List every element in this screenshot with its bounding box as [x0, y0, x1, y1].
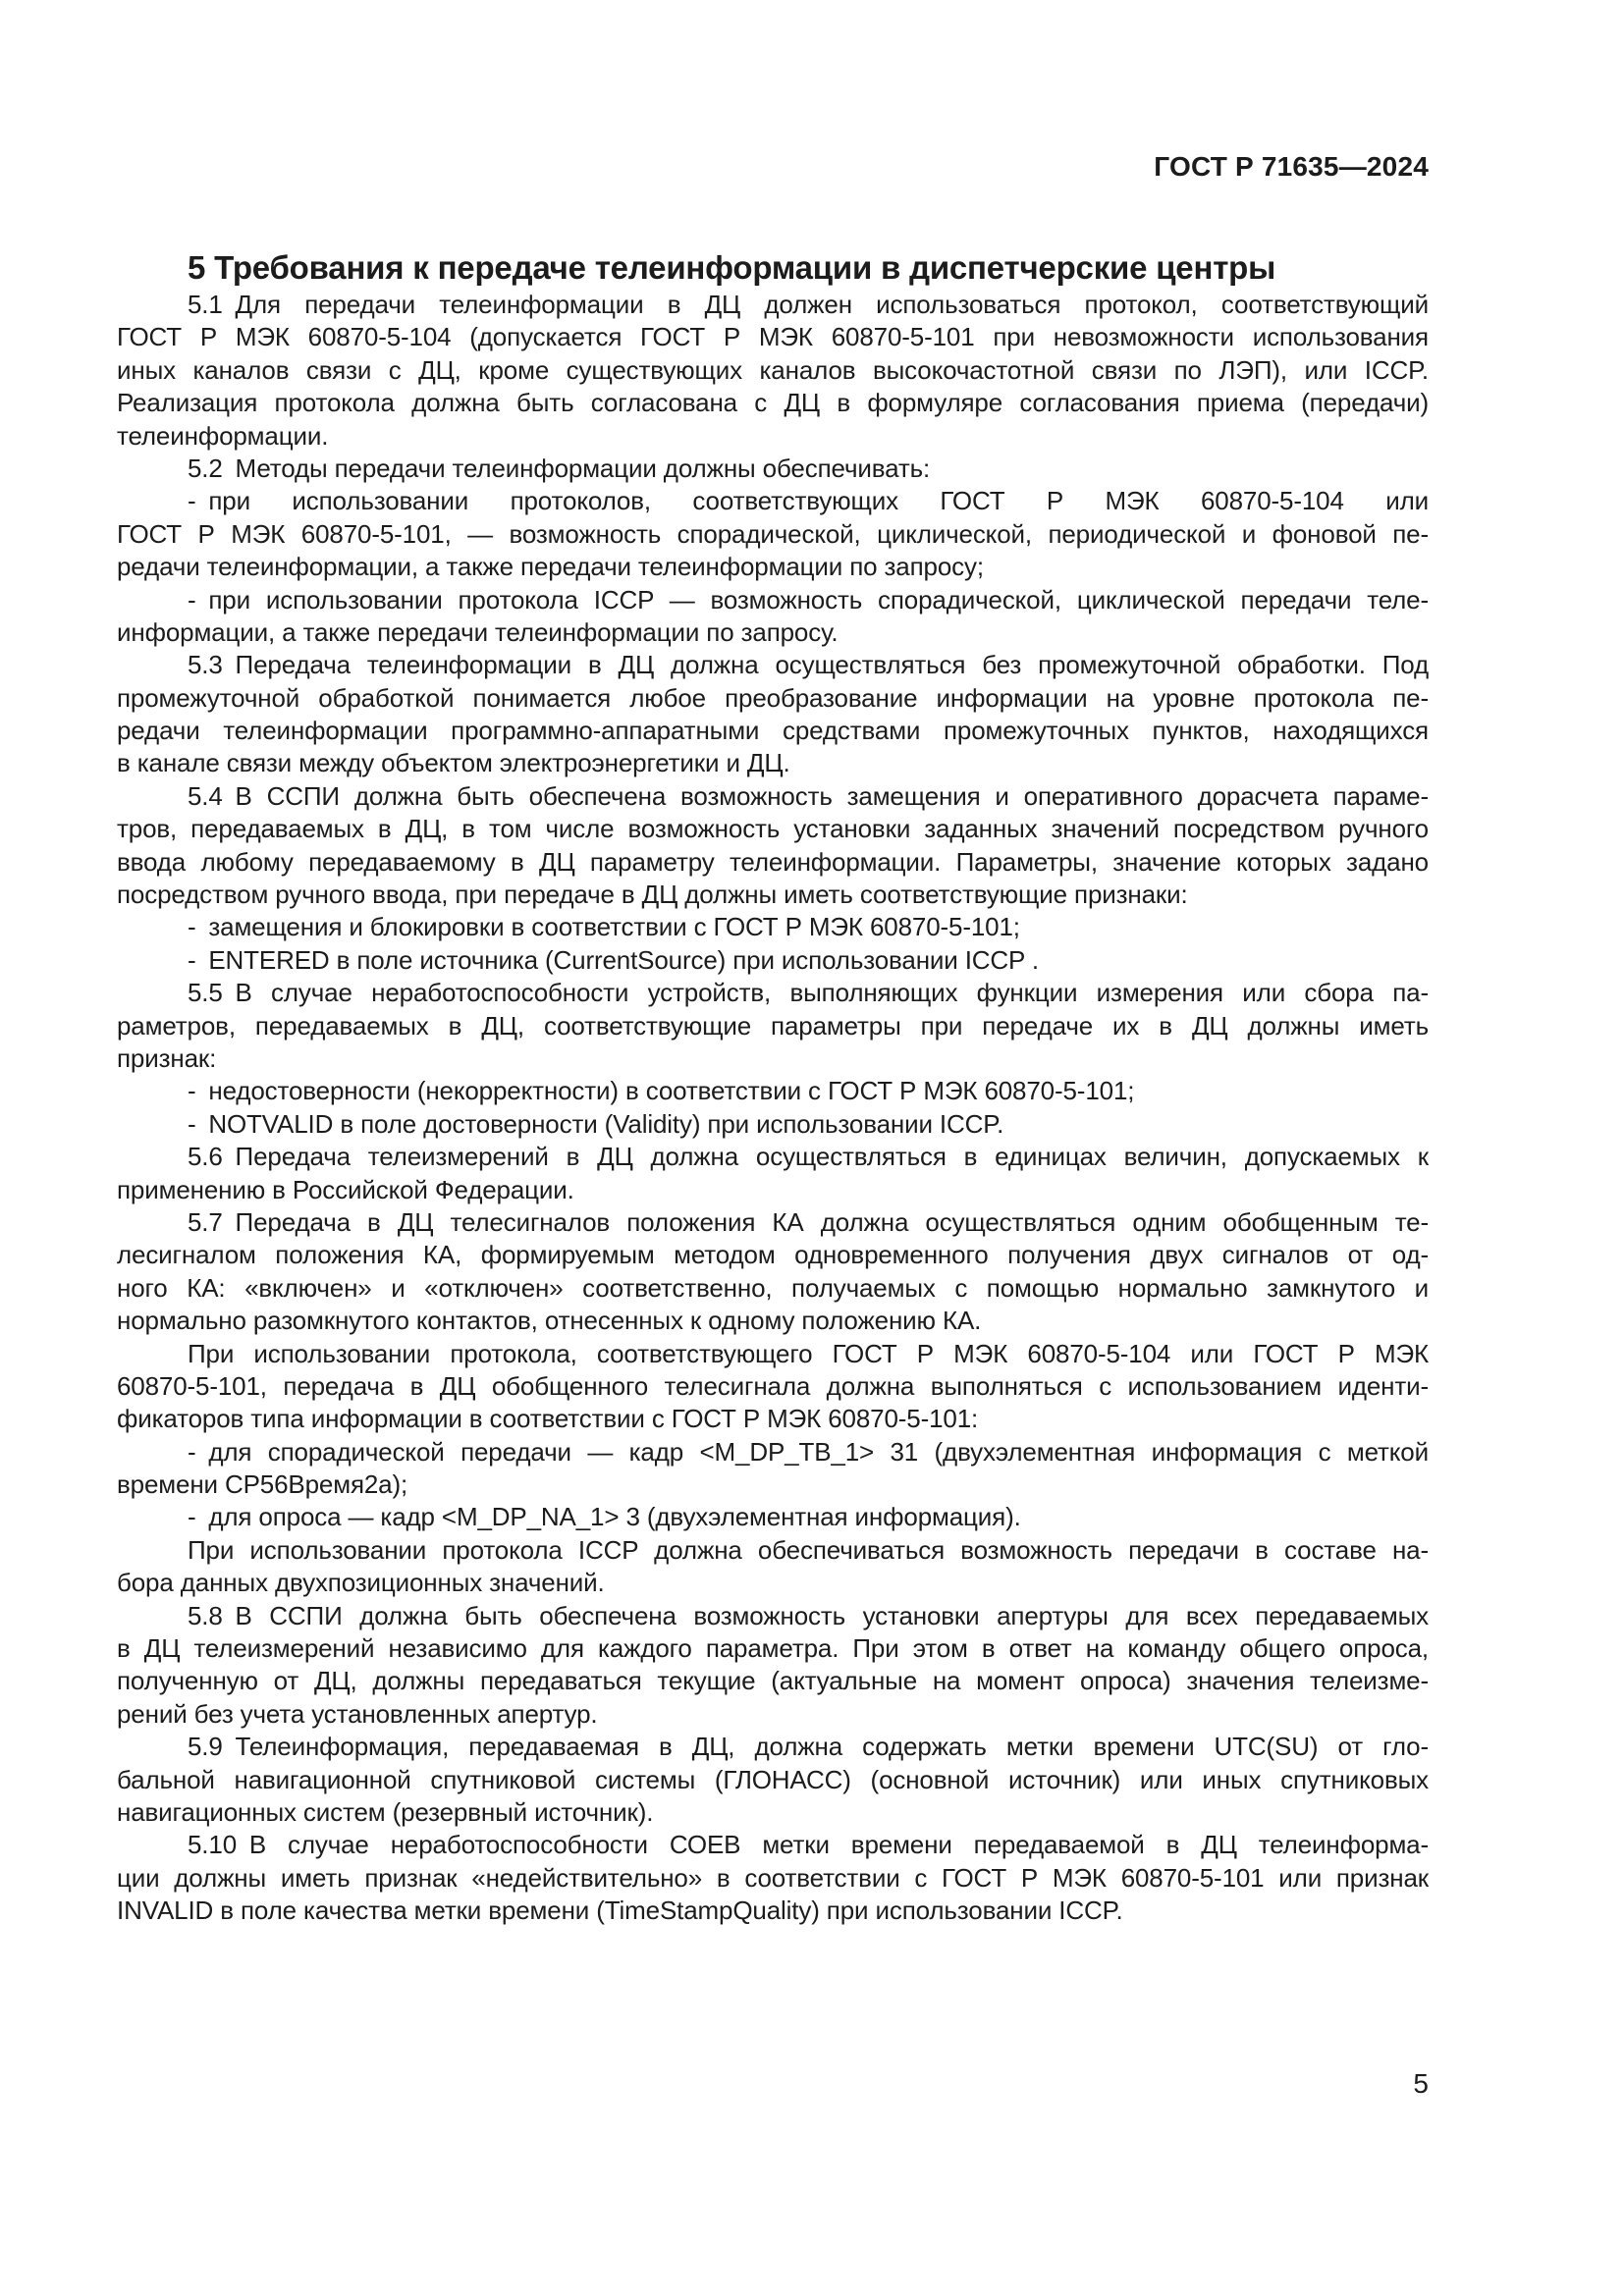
paragraph-line: признак:	[117, 1042, 217, 1073]
paragraph-line: ции должны иметь признак «недействительно» в соответствии с ГОСТ Р МЭК 60870-5-101 или признак	[117, 1862, 1429, 1893]
para-5-5	[117, 977, 1429, 1075]
paragraph-line: 5.4 В ССПИ должна быть обеспечена возможность замещения и оперативного дорасчета параме-	[188, 780, 1429, 811]
paragraph-line: 5.9 Телеинформация, передаваемая в ДЦ, должна содержать метки времени UTC(SU) от гло-	[188, 1732, 1429, 1762]
paragraph-line: - при использовании протоколов, соответствующих ГОСТ Р МЭК 60870-5-104 или	[188, 486, 1429, 516]
paragraph-line: в канале связи между объектом электроэнергетики и ДЦ.	[117, 748, 790, 778]
paragraph-line: иных каналов связи с ДЦ, кроме существующих каналов высокочастотной связи по ЛЭП), или ICCP.	[117, 354, 1429, 385]
para-5-8	[117, 1600, 1429, 1732]
paragraph-line: - NOTVALID в поле достоверности (Validity) при использовании ICCP.	[188, 1108, 1004, 1139]
paragraph-line: 5.6 Передача телеизмерений в ДЦ должна осуществляться в единицах величин, допускаемых к	[188, 1142, 1429, 1172]
paragraph-line: ГОСТ Р МЭК 60870-5-104 (допускается ГОСТ Р МЭК 60870-5-101 при невозможности использования	[117, 322, 1429, 352]
para-5-10	[117, 1829, 1429, 1927]
paragraph-line: редачи телеинформации программно-аппаратными средствами промежуточных пунктов, находящихся	[117, 716, 1429, 746]
paragraph-line: Реализация протокола должна быть согласована с ДЦ в формуляре согласования приема (передачи)	[117, 388, 1429, 418]
document-code-header: ГОСТ Р 71635—2024	[1154, 151, 1429, 182]
para-5-1	[117, 289, 1429, 453]
paragraph-line: 5.3 Передача телеинформации в ДЦ должна осуществляться без промежуточной обработки. Под	[188, 650, 1429, 680]
paragraph-line: - для опроса — кадр <M_DP_NA_1> 3 (двухэлементная информация).	[188, 1502, 1021, 1532]
paragraph-line: применению в Российской Федерации.	[117, 1174, 574, 1204]
bullet-5-7-b	[117, 1501, 1429, 1533]
paragraph-line: 5.10 В случае неработоспособности СОЕВ метки времени передаваемой в ДЦ телеинформа-	[188, 1830, 1429, 1860]
paragraph-line: навигационных систем (резервный источник).	[117, 1796, 654, 1827]
para-5-7-protocol	[117, 1338, 1429, 1436]
paragraph-line: - недостоверности (некорректности) в соответствии с ГОСТ Р МЭК 60870-5-101;	[188, 1076, 1135, 1106]
paragraph-line: фикаторов типа информации в соответствии с ГОСТ Р МЭК 60870-5-101:	[117, 1404, 979, 1434]
paragraph-line: лесигналом положения КА, формируемым методом одновременного получения двух сигналов от од-	[117, 1240, 1429, 1270]
page-number: 5	[1413, 2068, 1429, 2099]
section-heading: 5 Требования к передаче телеинформации в диспетчерские центры	[188, 249, 1276, 287]
paragraph-line: 5.2 Методы передачи телеинформации должны обеспечивать:	[188, 453, 931, 483]
bullet-5-4-b	[117, 944, 1429, 977]
paragraph-line: тров, передаваемых в ДЦ, в том числе возможность установки заданных значений посредством ручного	[117, 814, 1429, 844]
paragraph-line: раметров, передаваемых в ДЦ, соответствующие параметры при передаче их в ДЦ должны иметь	[117, 1010, 1429, 1041]
para-5-2	[117, 453, 1429, 485]
paragraph-line: промежуточной обработкой понимается любое преобразование информации на уровне протокола пе-	[117, 682, 1429, 713]
para-5-7	[117, 1206, 1429, 1338]
bullet-5-2-b	[117, 584, 1429, 650]
paragraph-line: 60870-5-101, передача в ДЦ обобщенного телесигнала должна выполняться с использованием иденти-	[117, 1370, 1429, 1401]
paragraph-line: бора данных двухпозиционных значений.	[117, 1568, 605, 1598]
paragraph-line: При использовании протокола ICCP должна обеспечиваться возможность передачи в составе на-	[188, 1534, 1429, 1565]
paragraph-line: рений без учета установленных апертур.	[117, 1698, 598, 1729]
para-5-7-iccp	[117, 1534, 1429, 1600]
paragraph-line: - для спорадической передачи — кадр <M_DP_TB_1> 31 (двухэлементная информация с меткой	[188, 1436, 1429, 1467]
para-5-6	[117, 1141, 1429, 1206]
bullet-5-4-a	[117, 911, 1429, 943]
paragraph-line: 5.8 В ССПИ должна быть обеспечена возможность установки апертуры для всех передаваемых	[188, 1600, 1429, 1630]
paragraph-line: ного КА: «включен» и «отключен» соответственно, получаемых с помощью нормально замкнутого и	[117, 1272, 1429, 1303]
paragraph-line: При использовании протокола, соответствующего ГОСТ Р МЭК 60870-5-104 или ГОСТ Р МЭК	[188, 1338, 1429, 1368]
para-5-4	[117, 780, 1429, 912]
paragraph-line: - при использовании протокола ICCP — возможность спорадической, циклической передачи теле-	[188, 584, 1429, 614]
paragraph-line: бальной навигационной спутниковой системы (ГЛОНАСС) (основной источник) или иных спутниковых	[117, 1764, 1429, 1794]
paragraph-line: INVALID в поле качества метки времени (TimeStampQuality) при использовании ICCP.	[117, 1896, 1123, 1926]
paragraph-line: телеинформации.	[117, 420, 329, 451]
paragraph-line: полученную от ДЦ, должны передаваться текущие (актуальные на момент опроса) значения телеизме-	[117, 1666, 1429, 1696]
bullet-5-7-a	[117, 1436, 1429, 1502]
para-5-9	[117, 1731, 1429, 1829]
body-text	[117, 289, 1429, 1928]
paragraph-line: информации, а также передачи телеинформации по запросу.	[117, 616, 839, 647]
paragraph-line: времени CP56Время2а);	[117, 1469, 408, 1500]
paragraph-line: в ДЦ телеизмерений независимо для каждого параметра. При этом в ответ на команду общего опроса,	[117, 1633, 1429, 1664]
paragraph-line: - замещения и блокировки в соответствии с ГОСТ Р МЭК 60870-5-101;	[188, 912, 1020, 942]
paragraph-line: редачи телеинформации, а также передачи телеинформации по запросу;	[117, 552, 984, 582]
para-5-3	[117, 649, 1429, 780]
bullet-5-5-a	[117, 1075, 1429, 1107]
paragraph-line: ГОСТ Р МЭК 60870-5-101, — возможность спорадической, циклической, периодической и фоновой пе-	[117, 518, 1429, 549]
paragraph-line: 5.1 Для передачи телеинформации в ДЦ должен использоваться протокол, соответствующий	[188, 290, 1429, 319]
bullet-5-2-a	[117, 485, 1429, 583]
paragraph-line: посредством ручного ввода, при передаче в ДЦ должны иметь соответствующие признаки:	[117, 880, 1188, 910]
bullet-5-5-b	[117, 1108, 1429, 1141]
paragraph-line: ввода любому передаваемому в ДЦ параметру телеинформации. Параметры, значение которых задано	[117, 846, 1429, 877]
paragraph-line: нормально разомкнутого контактов, отнесенных к одному положению КА.	[117, 1306, 982, 1336]
paragraph-line: 5.7 Передача в ДЦ телесигналов положения КА должна осуществляться одним обобщенным те-	[188, 1206, 1429, 1237]
paragraph-line: - ENTERED в поле источника (CurrentSource) при использовании ICCP .	[188, 944, 1039, 975]
paragraph-line: 5.5 В случае неработоспособности устройств, выполняющих функции измерения или сбора па-	[188, 978, 1429, 1008]
